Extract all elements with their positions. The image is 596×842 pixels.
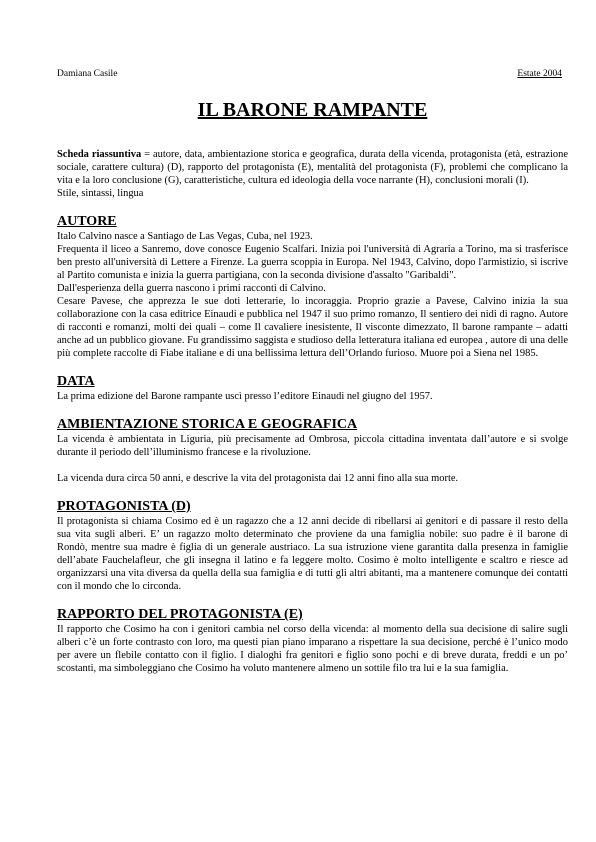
autore-paragraph-1: Italo Calvino nasce a Santiago de Las Vegas, Cuba, nel 1923. bbox=[57, 231, 313, 242]
data-paragraph-1: La prima edizione del Barone rampante uscì presso l’editore Einaudi nel giugno del 1957. bbox=[57, 391, 433, 402]
section-title-data: DATA bbox=[57, 374, 95, 389]
document-title: IL BARONE RAMPANTE bbox=[197, 99, 428, 121]
rapporto-paragraph-1: Il rapporto che Cosimo ha con i genitori cambia nel corso della vicenda: al momento della sua decisione di salire sugli alberi c’è un forte contrasto con loro, ma questi pian piano imparano a rispettare la sua decisione, perché è l’unico modo per avere un flebile contatto con il figlio. I dialoghi fra genitori e figlio sono pochi e di breve durata, freddi e un po’ scostanti, ma simboleggiano che Cosimo ha voluto mantenere almeno un sottile filo tra lui e la sua famiglia. bbox=[57, 624, 568, 674]
intro-text: = autore, data, ambientazione storica e geografica, durata della vicenda, protagonista (età, estrazione sociale, carattere cultura) (D), rapporto del protagonista (E), mentalità del protagonista (F), problemi che complicano la vita e la loro conclusione (G), caratteristiche, cultura ed ideologia della voce narrante (H), conclusioni morali (I). bbox=[57, 149, 569, 186]
section-title-ambientazione: AMBIENTAZIONE STORICA E GEOGRAFICA bbox=[57, 417, 358, 432]
header-date: Estate 2004 bbox=[517, 69, 562, 79]
ambientazione-paragraph-2: La vicenda dura circa 50 anni, e descrive la vita del protagonista dai 12 anni fino alla sua morte. bbox=[57, 473, 459, 484]
section-title-protagonista: PROTAGONISTA (D) bbox=[57, 499, 191, 514]
autore-paragraph-3: Dall'esperienza della guerra nascono i primi racconti di Calvino. bbox=[57, 283, 326, 294]
protagonista-paragraph-1: Il protagonista si chiama Cosimo ed è un ragazzo che a 12 anni decide di ribellarsi ai genitori e di passare il resto della sua vita sugli alberi. E’ un ragazzo molto determinato che proviene da una famiglia nobile: suo padre è il barone di Rondò, mentre sua madre è figlia di un generale austriaco. La sua istruzione viene garantita dalla presenza in famiglie dell’abate Fauchelafleur, che gli insegna il latino e fa leggere molto. Cosimo è molto intelligente e scaltro e riesce ad organizzarsi una vita diversa da quella della sua famiglia e di tutti gli altri abitanti, ma a mantenere comunque dei contatti con il mondo che lo circonda. bbox=[57, 516, 568, 592]
intro-bold-lead: Scheda riassuntiva bbox=[57, 149, 142, 160]
paragraph-spacer bbox=[57, 459, 568, 472]
section-title-autore: AUTORE bbox=[57, 214, 117, 229]
intro-paragraph bbox=[57, 148, 568, 187]
section-title-rapporto: RAPPORTO DEL PROTAGONISTA (E) bbox=[57, 607, 303, 622]
author-name: Damiana Casile bbox=[57, 69, 118, 79]
page-header bbox=[57, 68, 568, 80]
autore-paragraph-4: Cesare Pavese, che apprezza le sue doti letterarie, lo incoraggia. Proprio grazie a Pavese, Calvino inizia la sua collaborazione con la casa editrice Einaudi e pubblica nel 1947 il suo primo romanzo, Il sentiero dei nidi di ragno. Autore di racconti e romanzi, molti dei quali – come Il cavaliere inesistente, Il visconte dimezzato, Il barone rampante – adatti anche ad un pubblico giovane. Fu grandissimo saggista e studioso della letteratura italiana ed europea , autore di una delle più complete raccolte di Fiabe italiane e di una bellissima lettura dell’Orlando furioso. Muore poi a Siena nel 1985. bbox=[57, 296, 568, 359]
ambientazione-paragraph-1: La vicenda è ambientata in Liguria, più precisamente ad Ombrosa, piccola cittadina inventata dall’autore e si svolge durante il periodo dell’illuminismo francese e la rivoluzione. bbox=[57, 434, 568, 458]
intro-line2: Stile, sintassi, lingua bbox=[57, 188, 144, 199]
autore-paragraph-2: Frequenta il liceo a Sanremo, dove conosce Eugenio Scalfari. Inizia poi l'università di Agraria a Torino, ma si trasferisce ben presto all'università di Lettere a Firenze. La guerra scoppia in Europa. Nel 1943, Calvino, dopo l'armistizio, si iscrive al Partito comunista e inizia la guerra partigiana, con la seconda divisione d'assalto "Garibaldi". bbox=[57, 244, 568, 281]
